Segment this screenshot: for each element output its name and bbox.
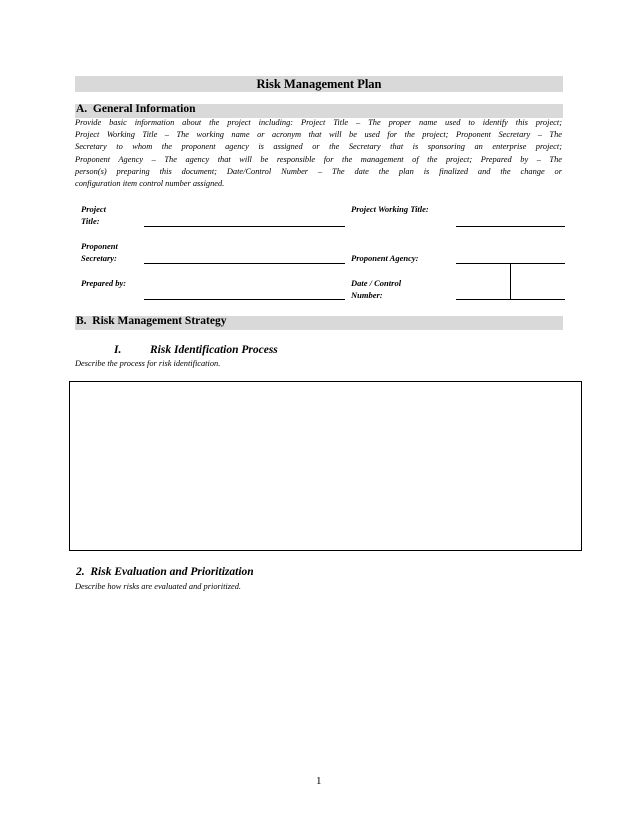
label-line: Secretary: xyxy=(81,253,117,263)
section-a-description xyxy=(75,117,562,190)
project-title-label xyxy=(81,203,106,227)
project-working-title-label: Project Working Title: xyxy=(351,204,429,214)
section-a-heading: A. General Information xyxy=(76,103,196,115)
subsection-2-hint: Describe how risks are evaluated and prioritized. xyxy=(75,582,242,591)
field-divider xyxy=(510,263,511,300)
description-line: person(s) preparing this document; Date/Control Number – The date the plan is finalized and the change or xyxy=(75,166,562,176)
label-line: Title: xyxy=(81,216,100,226)
label-line: Number: xyxy=(351,290,383,300)
section-b-heading: B. Risk Management Strategy xyxy=(76,315,227,327)
project-title-field[interactable] xyxy=(144,226,345,227)
subsection-1-hint: Describe the process for risk identification. xyxy=(75,359,221,368)
description-line: Project Working Title – The working name or acronym that will be used for the project; Proponent Secretary – The xyxy=(75,130,562,140)
project-working-title-field[interactable] xyxy=(456,226,565,227)
label-line: Date / Control xyxy=(351,278,402,288)
prepared-by-label: Prepared by: xyxy=(81,278,127,288)
label-line: Project xyxy=(81,204,107,214)
description-line: Provide basic information about the project including: Project Title – The proper name used to identify this project; xyxy=(75,118,562,127)
description-line: Secretary to whom the proponent agency is assigned or the Secretary that is sponsoring an enterprise project; xyxy=(75,142,562,152)
proponent-secretary-field[interactable] xyxy=(144,263,345,264)
description-line: configuration item control number assigned. xyxy=(75,179,225,189)
document-title: Risk Management Plan xyxy=(256,77,382,91)
subsection-1-title: Risk Identification Process xyxy=(150,344,278,356)
subsection-1-number: I. xyxy=(114,344,122,356)
proponent-agency-label: Proponent Agency: xyxy=(351,253,419,263)
date-control-number-field[interactable] xyxy=(456,299,565,300)
prepared-by-field[interactable] xyxy=(144,299,345,300)
proponent-secretary-label xyxy=(81,240,118,264)
subsection-2-heading: 2. Risk Evaluation and Prioritization xyxy=(76,566,254,578)
description-line: Proponent Agency – The agency that will be responsible for the management of the project; Prepared by – The xyxy=(75,154,562,164)
page-number: 1 xyxy=(316,775,322,787)
risk-identification-textarea[interactable] xyxy=(69,381,582,551)
label-line: Proponent xyxy=(81,241,118,251)
date-control-number-label xyxy=(351,277,401,301)
